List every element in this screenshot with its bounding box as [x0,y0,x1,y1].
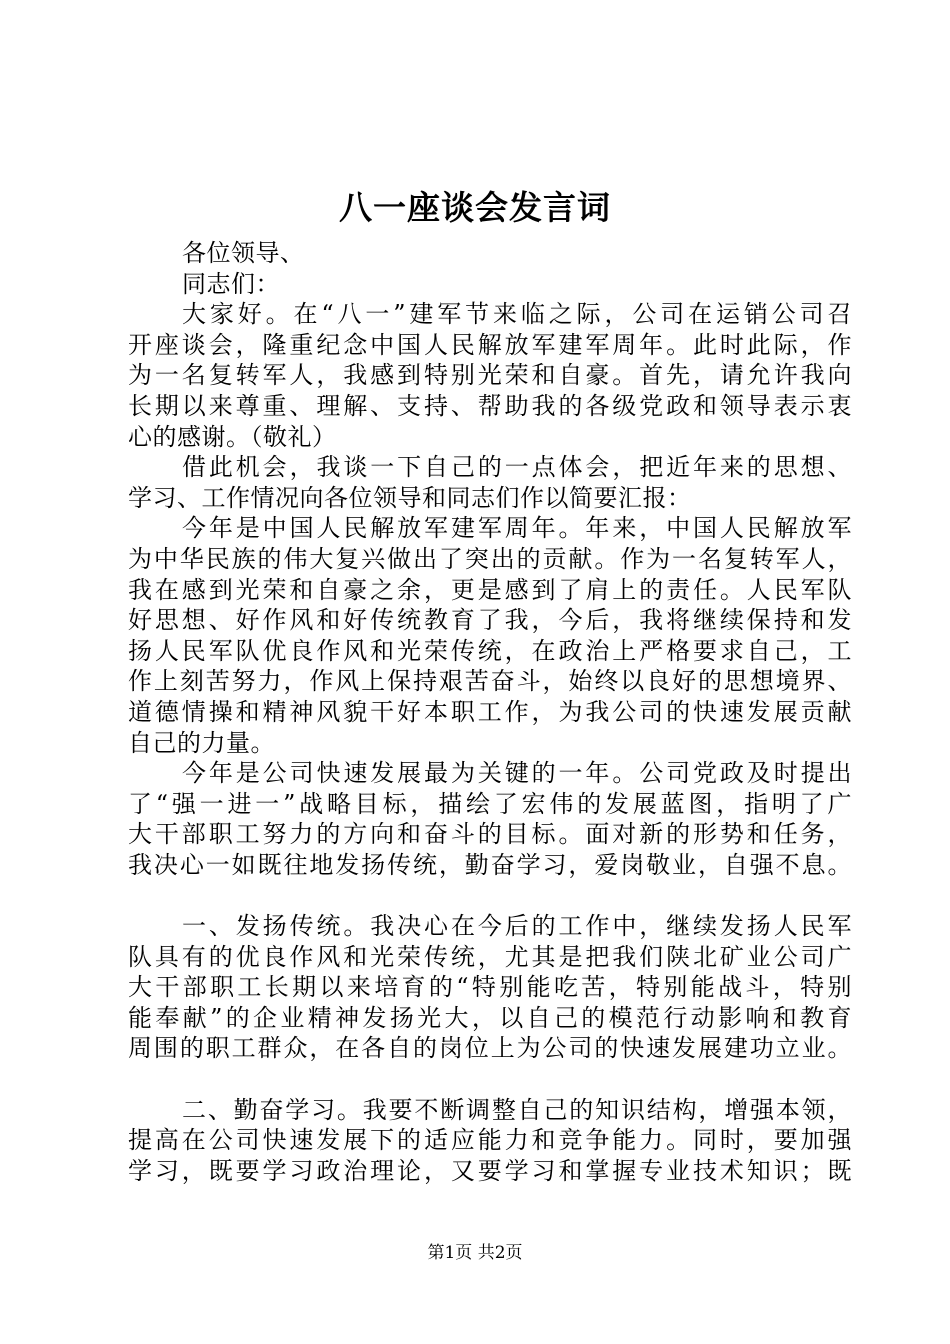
body-line: 扬人民军队优良作风和光荣传统，在政治上严格要求自己，工 [128,636,852,665]
body-line: 好思想、好作风和好传统教育了我，今后，我将继续保持和发 [128,606,852,635]
body-line: 道德情操和精神风貌干好本职工作，为我公司的快速发展贡献 [128,697,852,726]
body-line: 开座谈会，隆重纪念中国人民解放军建军周年。此时此际，作 [128,330,852,359]
body-line: 能奉献”的企业精神发扬光大，以自己的模范行动影响和教育 [128,1003,852,1032]
document-title: 八一座谈会发言词 [339,188,611,227]
page-footer: 第1页 共2页 [427,1243,523,1263]
body-line: 一、发扬传统。我决心在今后的工作中，继续发扬人民军 [182,912,852,941]
body-line: 今年是公司快速发展最为关键的一年。公司党政及时提出 [182,759,852,788]
body-line: 今年是中国人民解放军建军周年。年来，中国人民解放军 [182,514,852,543]
document-body [128,238,852,1186]
body-line: 学习、工作情况向各位领导和同志们作以简要汇报： [128,483,692,512]
body-line: 大干部职工长期以来培育的“特别能吃苦，特别能战斗，特别 [128,973,852,1002]
body-line: 长期以来尊重、理解、支持、帮助我的各级党政和领导表示衷 [128,391,852,420]
body-line: 周围的职工群众，在各自的岗位上为公司的快速发展建功立业。 [128,1034,852,1063]
body-line: 我在感到光荣和自豪之余，更是感到了肩上的责任。人民军队 [128,575,852,604]
body-line: 作上刻苦努力，作风上保持艰苦奋斗，始终以良好的思想境界、 [128,667,852,696]
body-line: 借此机会，我谈一下自己的一点体会，把近年来的思想、 [182,453,852,482]
blank-line [128,880,852,911]
body-line: 学习，既要学习政治理论，又要学习和掌握专业技术知识；既 [128,1156,852,1185]
body-line: 自己的力量。 [128,728,275,757]
body-line: 队具有的优良作风和光荣传统，尤其是把我们陕北矿业公司广 [128,942,852,971]
blank-line [128,1064,852,1095]
body-line: 二、勤奋学习。我要不断调整自己的知识结构，增强本领， [182,1095,852,1124]
body-line: 提高在公司快速发展下的适应能力和竞争能力。同时，要加强 [128,1126,852,1155]
body-line: 为中华民族的伟大复兴做出了突出的贡献。作为一名复转军人， [128,544,852,573]
body-line: 各位领导、 [182,239,305,267]
body-line: 同志们： [182,269,280,298]
body-line: 我决心一如既往地发扬传统，勤奋学习，爱岗敬业，自强不息。 [128,850,852,879]
body-line: 为一名复转军人，我感到特别光荣和自豪。首先，请允许我向 [128,361,852,390]
body-line: 了“强一进一”战略目标，描绘了宏伟的发展蓝图，指明了广 [128,789,852,818]
body-line: 大干部职工努力的方向和奋斗的目标。面对新的形势和任务， [128,820,852,849]
body-line: 大家好。在“八一”建军节来临之际，公司在运销公司召 [182,300,852,329]
body-line: 心的感谢。（敬礼） [128,422,337,451]
